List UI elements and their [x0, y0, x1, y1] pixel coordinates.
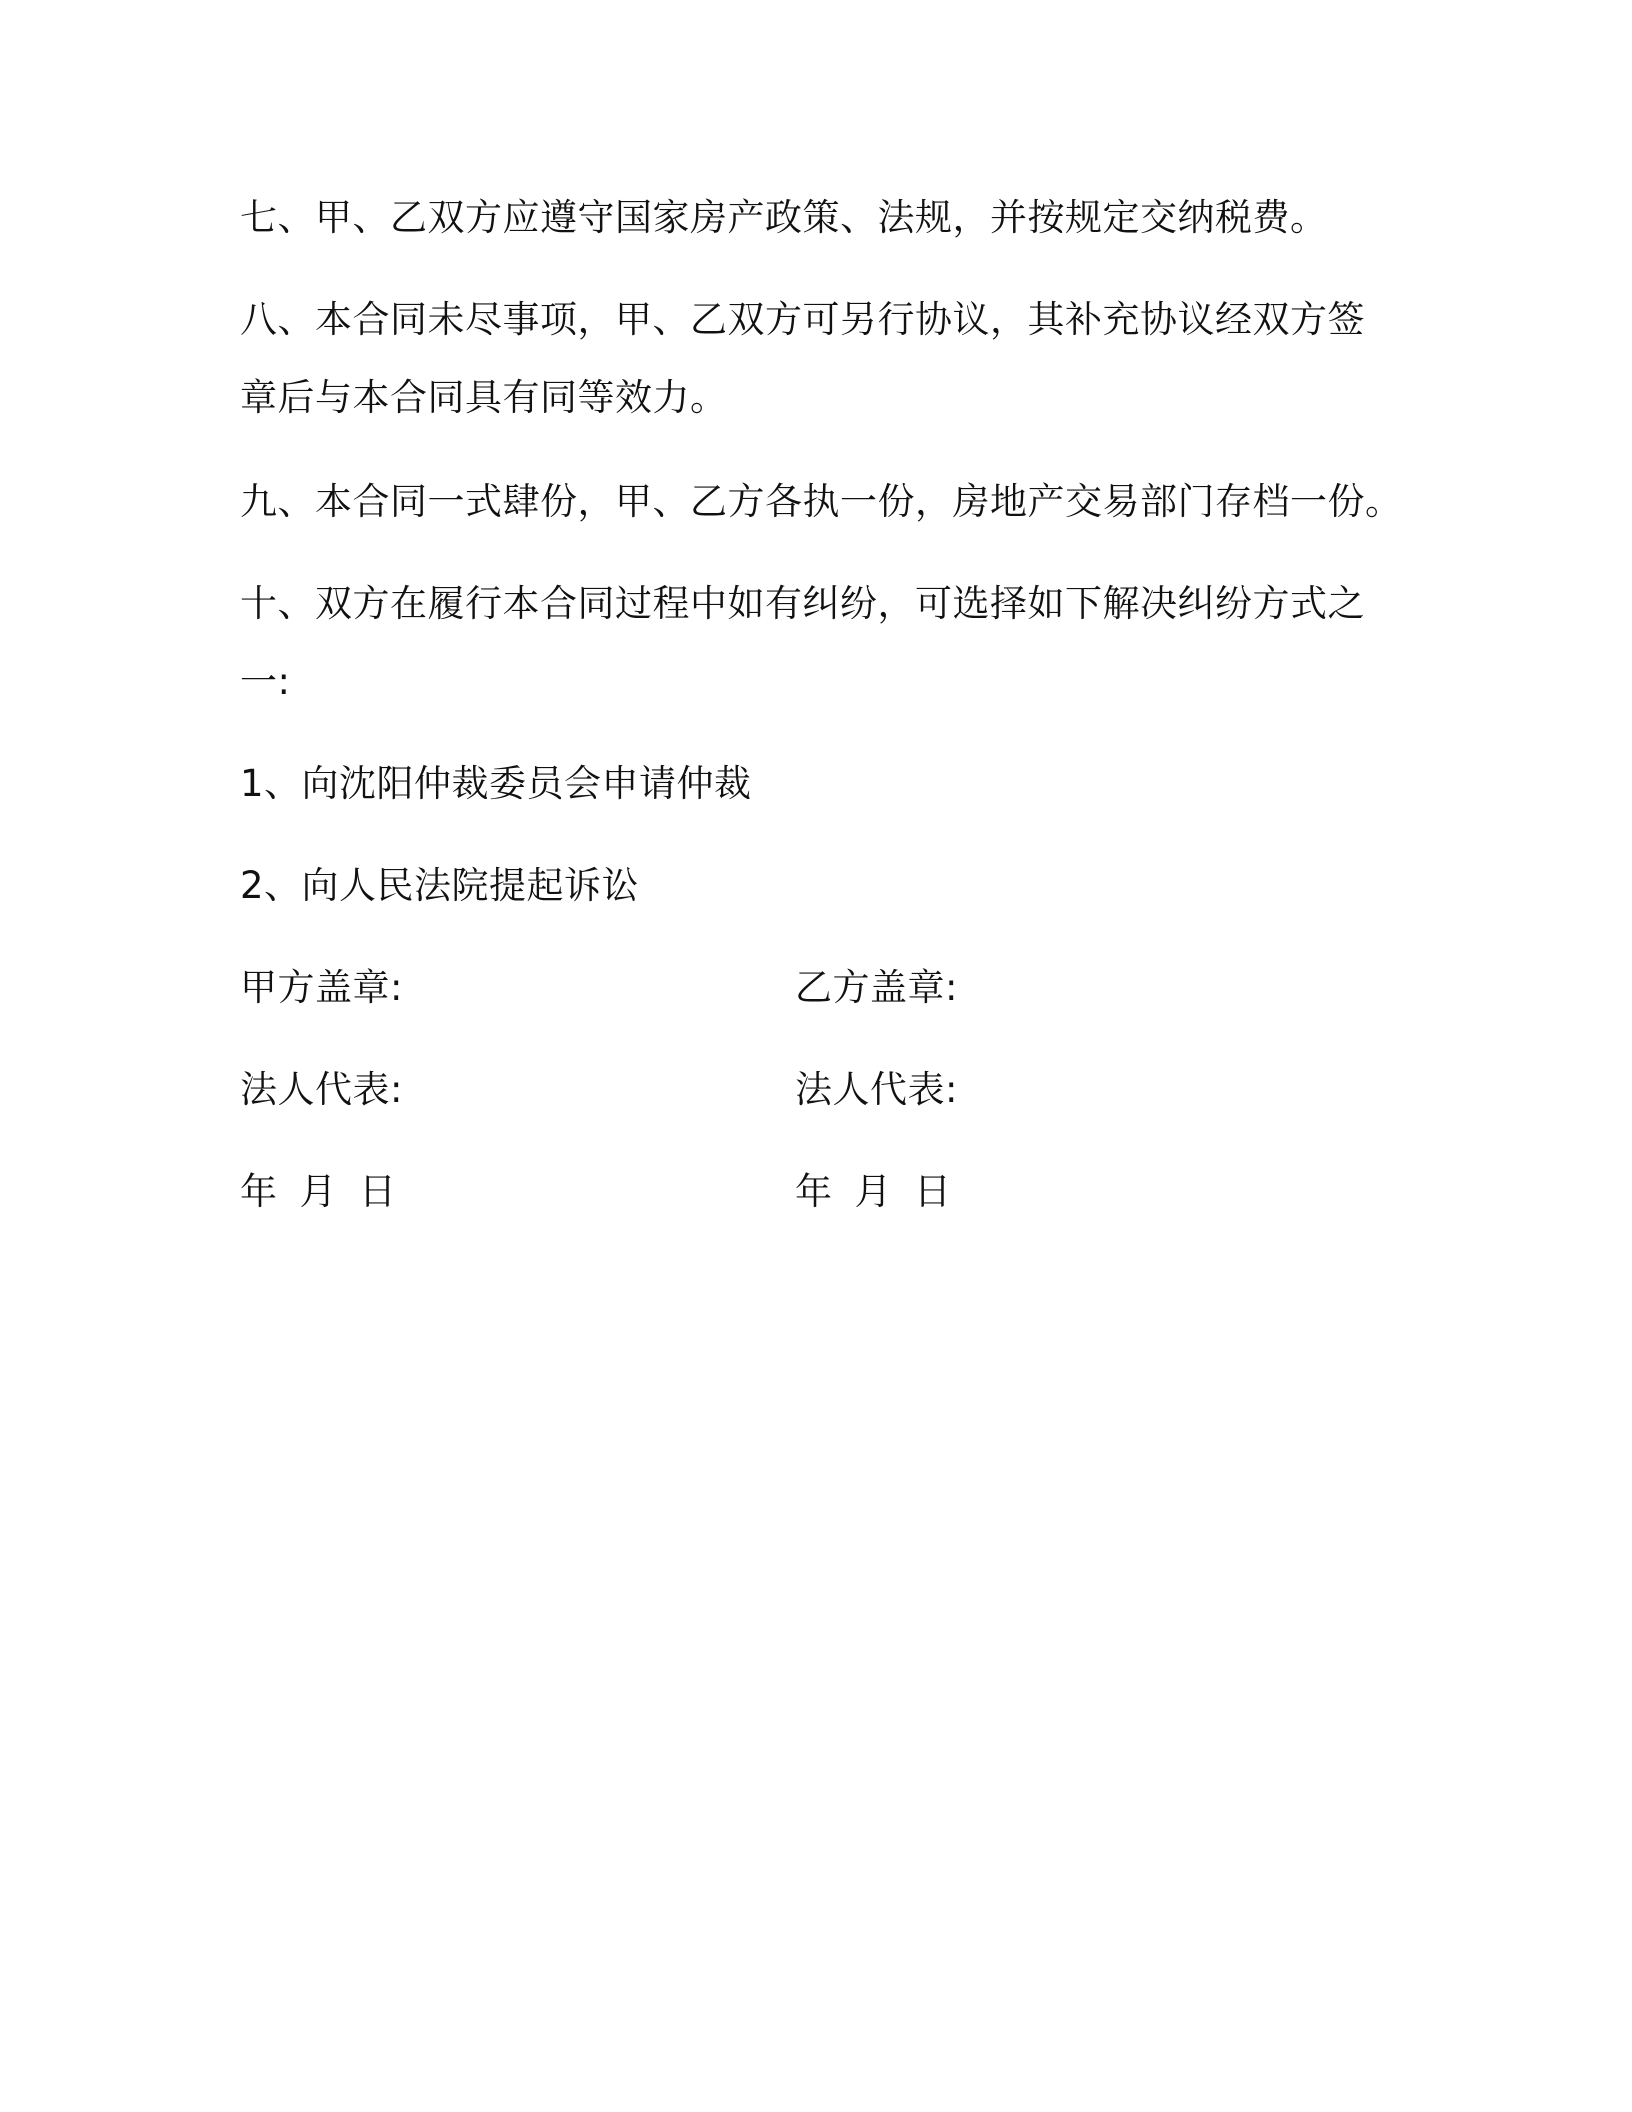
party-b-seal-label: 乙方盖章:	[795, 966, 958, 1009]
clause-8-line-2: 章后与本合同具有同等效力。	[240, 376, 728, 419]
dispute-option-2: 2、向人民法院提起诉讼	[240, 864, 640, 907]
clause-10-line-2: 一:	[240, 660, 291, 703]
party-a-seal-label: 甲方盖章:	[240, 966, 403, 1009]
party-b-day: 日	[914, 1170, 952, 1213]
dispute-option-1: 1、向沈阳仲裁委员会申请仲裁	[240, 762, 752, 805]
party-a-date	[240, 1168, 397, 1216]
clause-9: 九、本合同一式肆份，甲、乙方各执一份，房地产交易部门存档一份。	[240, 480, 1403, 523]
clause-7: 七、甲、乙双方应遵守国家房产政策、法规，并按规定交纳税费。	[240, 196, 1328, 239]
party-b-date	[795, 1168, 952, 1216]
party-b-rep-label: 法人代表:	[795, 1068, 958, 1111]
party-a-year: 年	[240, 1170, 278, 1213]
party-a-rep-label: 法人代表:	[240, 1068, 403, 1111]
party-b-year: 年	[795, 1170, 833, 1213]
party-a-day: 日	[359, 1170, 397, 1213]
clause-8-line-1: 八、本合同未尽事项，甲、乙双方可另行协议，其补充协议经双方签	[240, 298, 1365, 341]
party-b-month: 月	[854, 1170, 892, 1213]
clause-10-line-1: 十、双方在履行本合同过程中如有纠纷，可选择如下解决纠纷方式之	[240, 582, 1365, 625]
party-a-month: 月	[299, 1170, 337, 1213]
